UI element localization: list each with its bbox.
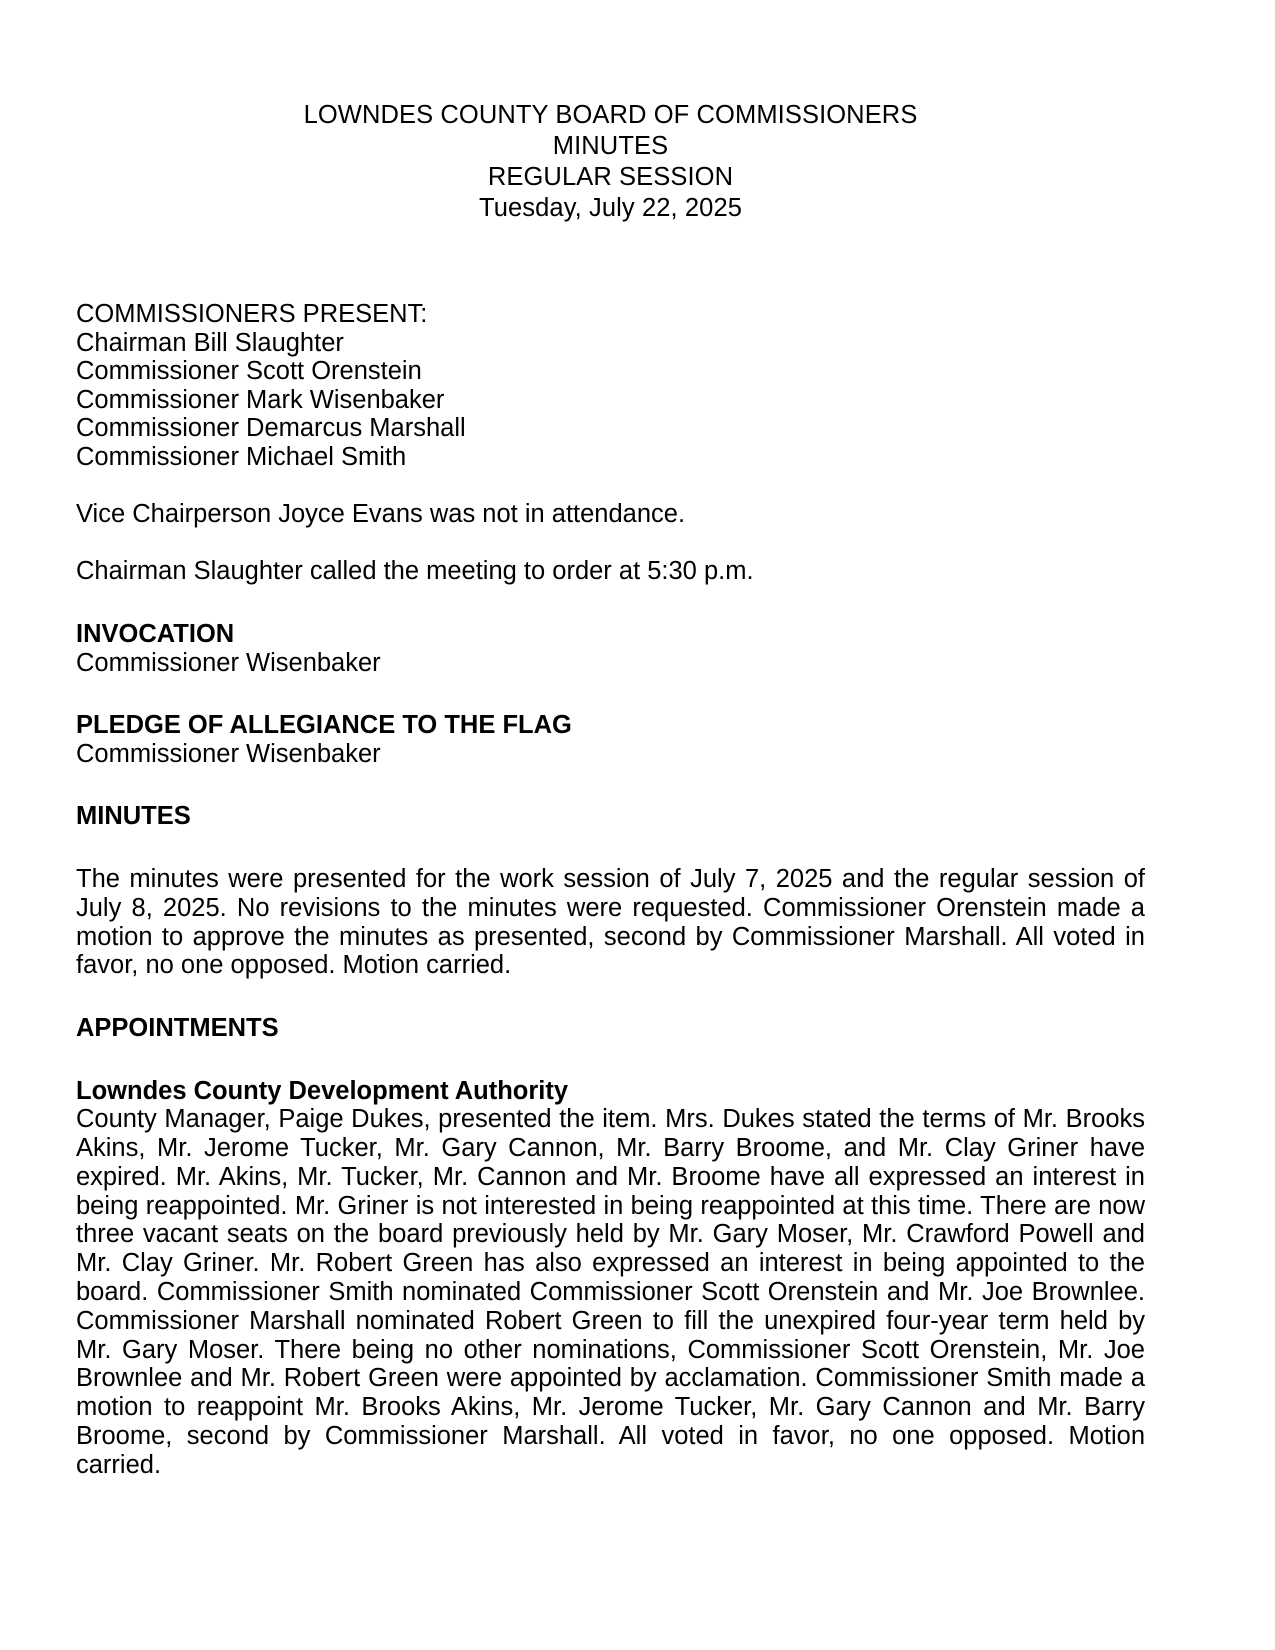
absence-note: Vice Chairperson Joyce Evans was not in attendance. <box>76 500 686 529</box>
header-subtitle-line: MINUTES <box>552 132 669 160</box>
appointment-title-development-authority: Lowndes County Development Authority <box>76 1076 569 1105</box>
attendee-commissioner-marshall: Commissioner Demarcus Marshall <box>76 414 466 443</box>
minutes-gap <box>76 768 1145 802</box>
absence-spacer <box>76 529 1145 558</box>
minutes-body-gap <box>76 831 1145 865</box>
appointment-item-gap <box>76 1043 1145 1077</box>
document-header <box>76 0 1145 224</box>
attendance-block <box>76 300 1145 586</box>
pledge-body: Commissioner Wisenbaker <box>76 739 381 768</box>
attendee-commissioner-wisenbaker: Commissioner Mark Wisenbaker <box>76 385 445 414</box>
attendee-commissioner-orenstein: Commissioner Scott Orenstein <box>76 357 422 386</box>
header-title-line: LOWNDES COUNTY BOARD OF COMMISSIONERS <box>303 101 918 129</box>
header-session-line: REGULAR SESSION <box>487 163 734 191</box>
section-heading-invocation: INVOCATION <box>76 619 235 648</box>
attendance-spacer <box>76 472 1145 501</box>
call-to-order-note: Chairman Slaughter called the meeting to order at 5:30 p.m. <box>76 557 754 586</box>
invocation-body: Commissioner Wisenbaker <box>76 648 381 677</box>
section-heading-pledge: PLEDGE OF ALLEGIANCE TO THE FLAG <box>76 711 572 740</box>
invocation-gap <box>76 586 1145 620</box>
appointment-body-development-authority: County Manager, Paige Dukes, presented the item. Mrs. Dukes stated the terms of Mr. Brooks Akins, Mr. Jerome Tucker, Mr. Gary Cannon, Mr. Barry Broome, and Mr. Clay Griner have expired. Mr. Akins, Mr. Tucker, Mr. Cannon and Mr. Broome have all expressed an interest in being reappointed. Mr. Griner is not interested in being reappointed at this time. There are now three vacant seats on the board previously held by Mr. Gary Moser, Mr. Crawford Powell and Mr. Clay Griner. Mr. Robert Green has also expressed an interest in being appointed to the board. Commissioner Smith nominated Commissioner Scott Orenstein and Mr. Joe Brownlee. Commissioner Marshall nominated Robert Green to fill the unexpired four-year term held by Mr. Gary Moser. There being no other nominations, Commissioner Scott Orenstein, Mr. Joe Brownlee and Mr. Robert Green were appointed by acclamation. Commissioner Smith made a motion to reappoint Mr. Brooks Akins, Mr. Jerome Tucker, Mr. Gary Cannon and Mr. Barry Broome, second by Commissioner Marshall. All voted in favor, no one opposed. Motion carried. <box>76 1105 1145 1479</box>
section-heading-appointments: APPOINTMENTS <box>76 1014 279 1043</box>
header-date-line: Tuesday, July 22, 2025 <box>478 194 743 222</box>
commissioners-present-label: COMMISSIONERS PRESENT: <box>76 300 428 328</box>
attendee-commissioner-smith: Commissioner Michael Smith <box>76 442 407 471</box>
attendee-chairman: Chairman Bill Slaughter <box>76 328 344 357</box>
appointments-gap <box>76 980 1145 1014</box>
minutes-body-paragraph: The minutes were presented for the work session of July 7, 2025 and the regular session of July 8, 2025. No revisions to the minutes were requested. Commissioner Orenstein made a motion to approve the minutes as presented, second by Commissioner Marshall. All voted in favor, no one opposed. Motion carried. <box>76 864 1145 980</box>
section-heading-minutes: MINUTES <box>76 802 191 831</box>
pledge-gap <box>76 677 1145 711</box>
document-content <box>76 0 1145 1480</box>
